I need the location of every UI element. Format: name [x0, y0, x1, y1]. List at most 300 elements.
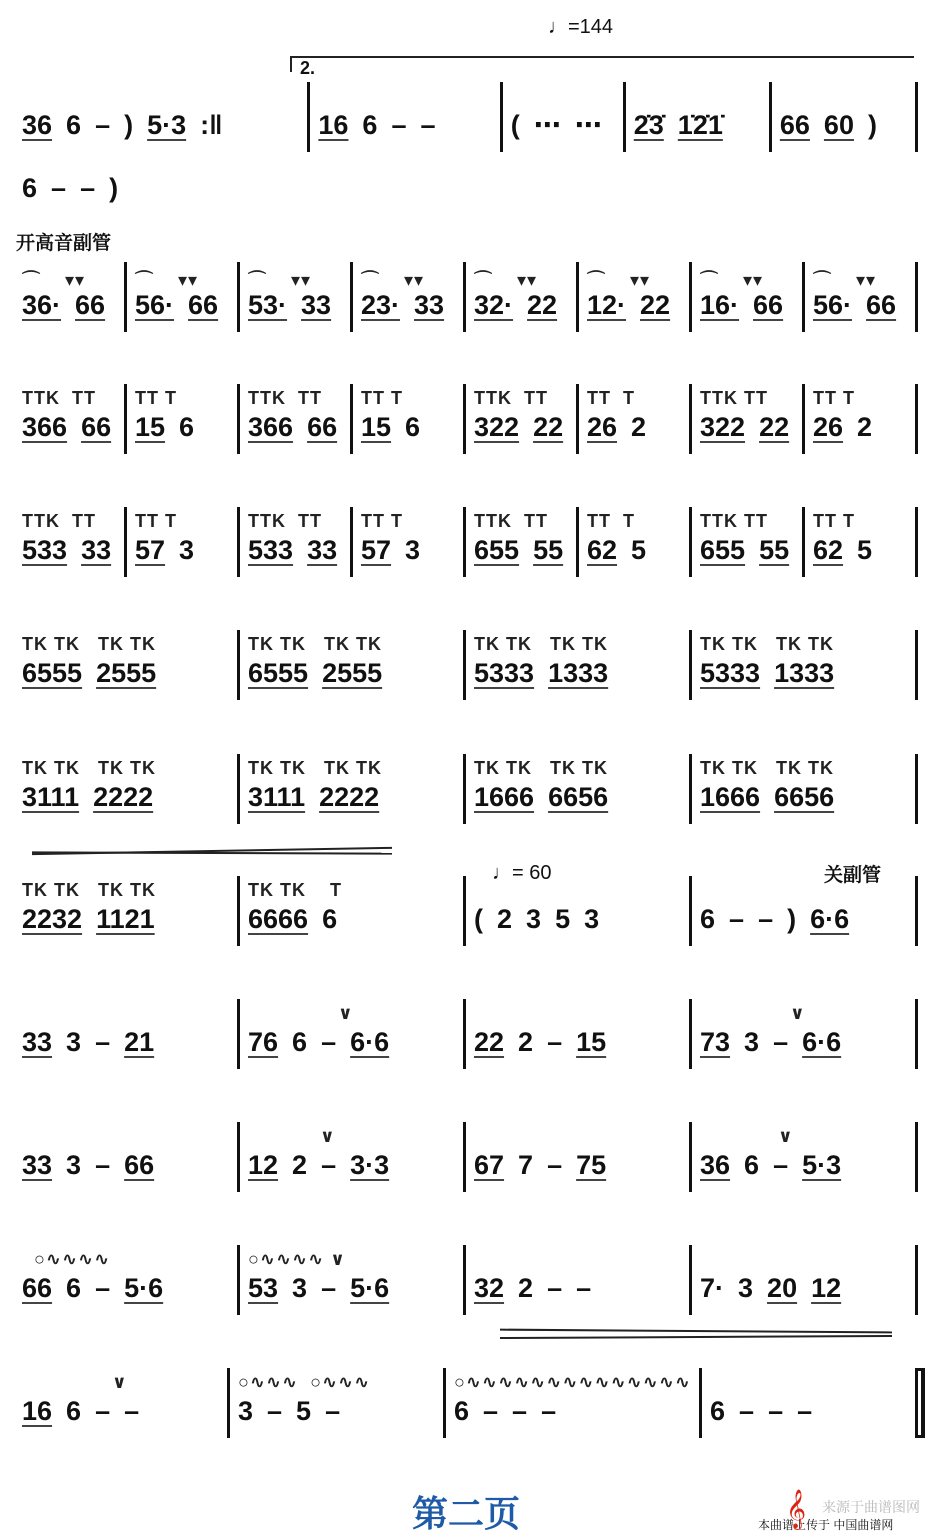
articulation-marks: TT T [813, 511, 855, 531]
notes [700, 904, 907, 946]
note-group: – [739, 1396, 755, 1426]
note-group: 1333 [548, 658, 609, 688]
note-group: 6 [66, 1396, 82, 1426]
note-group: 21 [124, 1027, 155, 1057]
note-group: 32 [474, 1273, 505, 1303]
note-group: 2̇3̇ [633, 110, 664, 140]
note-group: 7· [700, 1273, 725, 1303]
measure [127, 262, 240, 332]
notes [474, 412, 568, 454]
note-group: 53· [248, 290, 288, 320]
measure [14, 384, 127, 454]
note-group: – [325, 1396, 341, 1426]
note-group: ⋯ [574, 110, 602, 140]
note-group: 2555 [322, 658, 383, 688]
note-group: 16 [22, 1396, 53, 1426]
note-group: 20 [767, 1273, 798, 1303]
articulation-marks [511, 86, 615, 110]
notes [634, 110, 761, 152]
articulation-marks: ⌒ ▾▾ [587, 270, 651, 290]
note-group: 22 [527, 290, 558, 320]
note-group: 3111 [248, 782, 306, 812]
notes [700, 782, 907, 824]
note-group: 533 [248, 535, 294, 565]
score-system [14, 82, 918, 152]
note-group: 60 [823, 110, 854, 140]
score-system [14, 999, 918, 1069]
note-group: 56· [135, 290, 175, 320]
measure [466, 262, 579, 332]
notes [454, 1396, 691, 1438]
note-group: 2 [292, 1150, 308, 1180]
note-group: 322 [474, 412, 520, 442]
notes [22, 782, 229, 824]
notes [361, 290, 455, 332]
measure [692, 630, 918, 700]
note-group: – [758, 904, 774, 934]
note-group: 6656 [774, 782, 835, 812]
note-group: 322 [700, 412, 746, 442]
notes [22, 1027, 229, 1069]
note-group: 66 [81, 412, 112, 442]
note-group: 3 [292, 1273, 308, 1303]
measure [14, 630, 240, 700]
score-system [14, 384, 918, 454]
measure [466, 876, 692, 946]
diminuendo-hairpin [500, 1329, 892, 1334]
notes [474, 535, 568, 577]
score-system [14, 507, 918, 577]
notes [700, 658, 907, 700]
note-group: 5 [857, 535, 873, 565]
measure [503, 82, 626, 152]
notes [700, 1027, 907, 1069]
score-system [14, 754, 918, 824]
measure [353, 384, 466, 454]
articulation-marks: ⌒ ▾▾ [361, 270, 425, 290]
notes [248, 290, 342, 332]
note-group: 366 [22, 412, 68, 442]
note-group: – [124, 1396, 140, 1426]
measure [240, 999, 466, 1069]
note-group: 33 [301, 290, 332, 320]
note-group: – [797, 1396, 813, 1426]
note-group: 5 [296, 1396, 312, 1426]
articulation-marks: TK TK TK TK [22, 880, 156, 900]
notes [135, 412, 229, 454]
note-group: 67 [474, 1150, 505, 1180]
articulation-marks: ⌒ ▾▾ [22, 270, 86, 290]
measure [14, 262, 127, 332]
score-system [14, 1245, 918, 1315]
articulation-marks [474, 1126, 681, 1150]
note-group: 6 [362, 110, 378, 140]
note-group: 22 [474, 1027, 505, 1057]
note-group: 55 [533, 535, 564, 565]
articulation-marks [780, 86, 907, 110]
note-group: 6 [179, 412, 195, 442]
score-system [14, 1368, 918, 1438]
measure [466, 630, 692, 700]
note-group: 1333 [774, 658, 835, 688]
measure [466, 1245, 692, 1315]
note-group: 66 [124, 1150, 155, 1180]
articulation-marks: ⌒ ▾▾ [248, 270, 312, 290]
note-group: 15 [135, 412, 166, 442]
note-group: 6656 [548, 782, 609, 812]
tempo-marking: ♩=144 [548, 16, 614, 38]
articulation-marks: TK TK TK TK [474, 758, 608, 778]
measure [353, 262, 466, 332]
notes [248, 658, 455, 700]
note-group: 57 [135, 535, 166, 565]
notes [135, 290, 229, 332]
measure [692, 754, 918, 824]
notes [361, 412, 455, 454]
note-group: 22 [759, 412, 790, 442]
measure [692, 1122, 918, 1192]
note-group: 6 [22, 173, 38, 203]
articulation-marks: TK TK TK TK [248, 758, 382, 778]
note-group: 3·3 [350, 1150, 390, 1180]
note-group: 6 [453, 1396, 469, 1426]
note-group: 2 [857, 412, 873, 442]
note-group: 12 [811, 1273, 842, 1303]
note-group: 53 [248, 1273, 279, 1303]
articulation-marks: ∨ [700, 1003, 806, 1023]
notes [700, 412, 794, 454]
notes [22, 1396, 219, 1438]
notes [238, 1396, 435, 1438]
note-group: 2 [518, 1027, 534, 1057]
measure [240, 1122, 466, 1192]
note-group: – [95, 1027, 111, 1057]
notes [248, 782, 455, 824]
articulation-marks [710, 1372, 907, 1396]
volta-number: 2. [300, 58, 316, 78]
note-group: – [95, 1396, 111, 1426]
note-group: :‖ [200, 110, 223, 140]
note-group: 2222 [93, 782, 154, 812]
note-group: 36· [22, 290, 62, 320]
articulation-marks: TK TK T [248, 880, 342, 900]
measure [240, 262, 353, 332]
note-group: – [267, 1396, 283, 1426]
articulation-marks: TT T [813, 388, 855, 408]
measure [692, 1245, 918, 1315]
note-group: 66 [75, 290, 106, 320]
note-group: – [483, 1396, 499, 1426]
note-group: 5333 [474, 658, 535, 688]
note-group: 12· [587, 290, 627, 320]
articulation-marks: ⌒ ▾▾ [474, 270, 538, 290]
notes [248, 412, 342, 454]
notes [474, 904, 681, 946]
note-group: 6 [710, 1396, 726, 1426]
notes [780, 110, 907, 152]
measure [14, 1245, 240, 1315]
note-group: 2 [518, 1273, 534, 1303]
note-group: 12 [248, 1150, 279, 1180]
note-group: 36 [22, 110, 53, 140]
note-group: 33 [22, 1027, 53, 1057]
articulation-marks: ⌒ ▾▾ [135, 270, 199, 290]
note-group: ) [109, 173, 119, 203]
page-label: 第二页 [412, 1493, 521, 1534]
note-group: 26 [587, 412, 618, 442]
note-group: – [51, 173, 67, 203]
notes [813, 535, 907, 577]
articulation-marks: TK TK TK TK [700, 634, 834, 654]
note-group: ) [867, 110, 877, 140]
note-group: 5·3 [802, 1150, 842, 1180]
notes [700, 1150, 907, 1192]
note-group: 62 [813, 535, 844, 565]
note-group: 6·6 [810, 904, 850, 934]
note-group: 66 [188, 290, 219, 320]
note-group: 5333 [700, 658, 761, 688]
note-group: – [321, 1273, 337, 1303]
notes [511, 110, 615, 152]
notes [22, 412, 116, 454]
measure [240, 754, 466, 824]
note-group: – [321, 1027, 337, 1057]
notes [700, 290, 794, 332]
note-group: 62 [587, 535, 618, 565]
note-group: 32· [474, 290, 514, 320]
score-system [14, 630, 918, 700]
note-group: – [95, 1150, 111, 1180]
articulation-marks: ○∿∿∿∿ [22, 1249, 111, 1269]
note-group: 33 [22, 1150, 53, 1180]
measure [14, 1368, 230, 1438]
note-group: – [768, 1396, 784, 1426]
notes [22, 290, 116, 332]
articulation-marks [22, 86, 299, 110]
note-group: 7 [518, 1150, 534, 1180]
note-group: 6·6 [802, 1027, 842, 1057]
measure [14, 754, 240, 824]
articulation-marks [634, 86, 761, 110]
note-group: – [773, 1150, 789, 1180]
note-group: 5 [555, 904, 571, 934]
articulation-marks: TT T [361, 511, 403, 531]
note-group: 57 [361, 535, 392, 565]
instruction-open-pipe: 开高音副管 [16, 233, 112, 254]
note-group: 2232 [22, 904, 83, 934]
note-group: 5·6 [124, 1273, 164, 1303]
articulation-marks: TK TK TK TK [248, 634, 382, 654]
note-group: 2 [497, 904, 513, 934]
articulation-marks: TK TK TK TK [474, 634, 608, 654]
articulation-marks: TTK TT [22, 388, 96, 408]
note-group: 1̇2̇1̇ [677, 110, 723, 140]
articulation-marks: TTK TT [248, 511, 322, 531]
note-group: – [321, 1150, 337, 1180]
note-group: – [95, 1273, 111, 1303]
note-group: 66 [22, 1273, 53, 1303]
note-group: 22 [640, 290, 671, 320]
note-group: 16· [700, 290, 740, 320]
tempo-marking-60: ♩= 60 [492, 862, 552, 884]
note-group: 5 [631, 535, 647, 565]
note-group: 6555 [22, 658, 83, 688]
articulation-marks: TT T [361, 388, 403, 408]
note-group: 15 [576, 1027, 607, 1057]
measure [353, 507, 466, 577]
note-group: 76 [248, 1027, 279, 1057]
note-group: – [95, 110, 111, 140]
note-group: – [512, 1396, 528, 1426]
note-group: – [547, 1150, 563, 1180]
note-group: 3111 [22, 782, 80, 812]
watermark-upload: 本曲谱上传于 中国曲谱网 [758, 1518, 894, 1532]
notes [248, 535, 342, 577]
note-group: 2222 [319, 782, 380, 812]
note-group: – [547, 1027, 563, 1057]
measure [692, 999, 918, 1069]
note-group: 6 [66, 110, 82, 140]
note-group: 6 [292, 1027, 308, 1057]
note-group: ) [124, 110, 134, 140]
note-group: 3 [179, 535, 195, 565]
articulation-marks: TTK TT [700, 511, 768, 531]
note-group: 1121 [96, 904, 155, 934]
note-group: – [391, 110, 407, 140]
measure [14, 82, 310, 152]
articulation-marks: TT T [587, 388, 635, 408]
articulation-marks: ○∿∿∿∿ ∨ [248, 1249, 346, 1269]
articulation-marks: ∨ [248, 1126, 336, 1146]
note-group: 56· [813, 290, 853, 320]
note-group: 1666 [700, 782, 761, 812]
note-group: – [547, 1273, 563, 1303]
notes [22, 658, 229, 700]
note-group: ( [510, 110, 520, 140]
note-group: 26 [813, 412, 844, 442]
note-group: 16 [318, 110, 349, 140]
articulation-marks [474, 880, 681, 904]
note-group: 3 [66, 1027, 82, 1057]
note-group: 6 [322, 904, 338, 934]
note-group: 36 [700, 1150, 731, 1180]
articulation-marks [700, 1249, 907, 1273]
measure [14, 999, 240, 1069]
measure [466, 754, 692, 824]
notes [22, 904, 229, 946]
note-group: ⋯ [533, 110, 561, 140]
articulation-marks: TTK TT [474, 511, 548, 531]
measure [127, 384, 240, 454]
measure [240, 630, 466, 700]
articulation-marks [318, 86, 491, 110]
notes [248, 1150, 455, 1192]
articulation-marks: ∨ [248, 1003, 354, 1023]
note-group: 6 [405, 412, 421, 442]
watermark-source: 来源于曲谱图网 [822, 1499, 920, 1515]
articulation-marks [22, 1003, 229, 1027]
score-system [14, 262, 918, 332]
measure [805, 262, 918, 332]
treble-clef-logo-icon: 𝄞 [786, 1490, 807, 1528]
volta-bracket [290, 56, 914, 58]
articulation-marks: TTK TT [700, 388, 768, 408]
notes [474, 290, 568, 332]
instruction-close-pipe: 关副管 [824, 865, 882, 886]
note-group: 75 [576, 1150, 607, 1180]
note-group: 33 [414, 290, 445, 320]
note-group: 366 [248, 412, 294, 442]
note-group: 66 [866, 290, 897, 320]
measure [14, 507, 127, 577]
notes [700, 1273, 907, 1315]
notes [587, 412, 681, 454]
measure [579, 262, 692, 332]
notes [474, 1273, 681, 1315]
notes [318, 110, 491, 152]
notes [361, 535, 455, 577]
measure [14, 1122, 240, 1192]
measure [240, 1245, 466, 1315]
measure [240, 507, 353, 577]
articulation-marks [700, 880, 907, 904]
score-system [14, 1122, 918, 1192]
articulation-marks: ○∿∿∿ ○∿∿∿ [237, 1372, 371, 1392]
notes [710, 1396, 907, 1438]
articulation-marks: TTK TT [474, 388, 548, 408]
articulation-marks: TK TK TK TK [700, 758, 834, 778]
measure [579, 384, 692, 454]
articulation-marks [22, 149, 206, 173]
note-group: 2555 [96, 658, 157, 688]
measure [805, 384, 918, 454]
note-group: 22 [533, 412, 564, 442]
notes [813, 412, 907, 454]
articulation-marks [22, 1126, 229, 1150]
notes [22, 1150, 229, 1192]
note-group: 3 [744, 1027, 760, 1057]
articulation-marks: TT T [135, 511, 177, 531]
measure [692, 876, 918, 946]
note-group: 66 [779, 110, 810, 140]
note-group: 655 [700, 535, 746, 565]
articulation-marks: TTK TT [22, 511, 96, 531]
note-group: – [420, 110, 436, 140]
notes [248, 1273, 455, 1315]
note-group: – [541, 1396, 557, 1426]
note-group: 66 [307, 412, 338, 442]
measure [14, 876, 240, 946]
articulation-marks: ○∿∿∿∿∿∿∿∿∿∿∿∿∿∿ [453, 1372, 691, 1392]
measure [805, 507, 918, 577]
note-group: 1666 [474, 782, 535, 812]
measure [14, 145, 214, 215]
note-group: 3 [584, 904, 600, 934]
measure [240, 384, 353, 454]
articulation-marks [474, 1249, 681, 1273]
notes [22, 535, 116, 577]
note-group: 5·3 [147, 110, 187, 140]
note-group: 33 [307, 535, 338, 565]
notes [22, 173, 206, 215]
note-group: 6555 [248, 658, 309, 688]
note-group: 3 [237, 1396, 254, 1426]
notes [474, 1150, 681, 1192]
measure [240, 876, 466, 946]
notes [587, 535, 681, 577]
note-group: 5·6 [350, 1273, 390, 1303]
notes [700, 535, 794, 577]
